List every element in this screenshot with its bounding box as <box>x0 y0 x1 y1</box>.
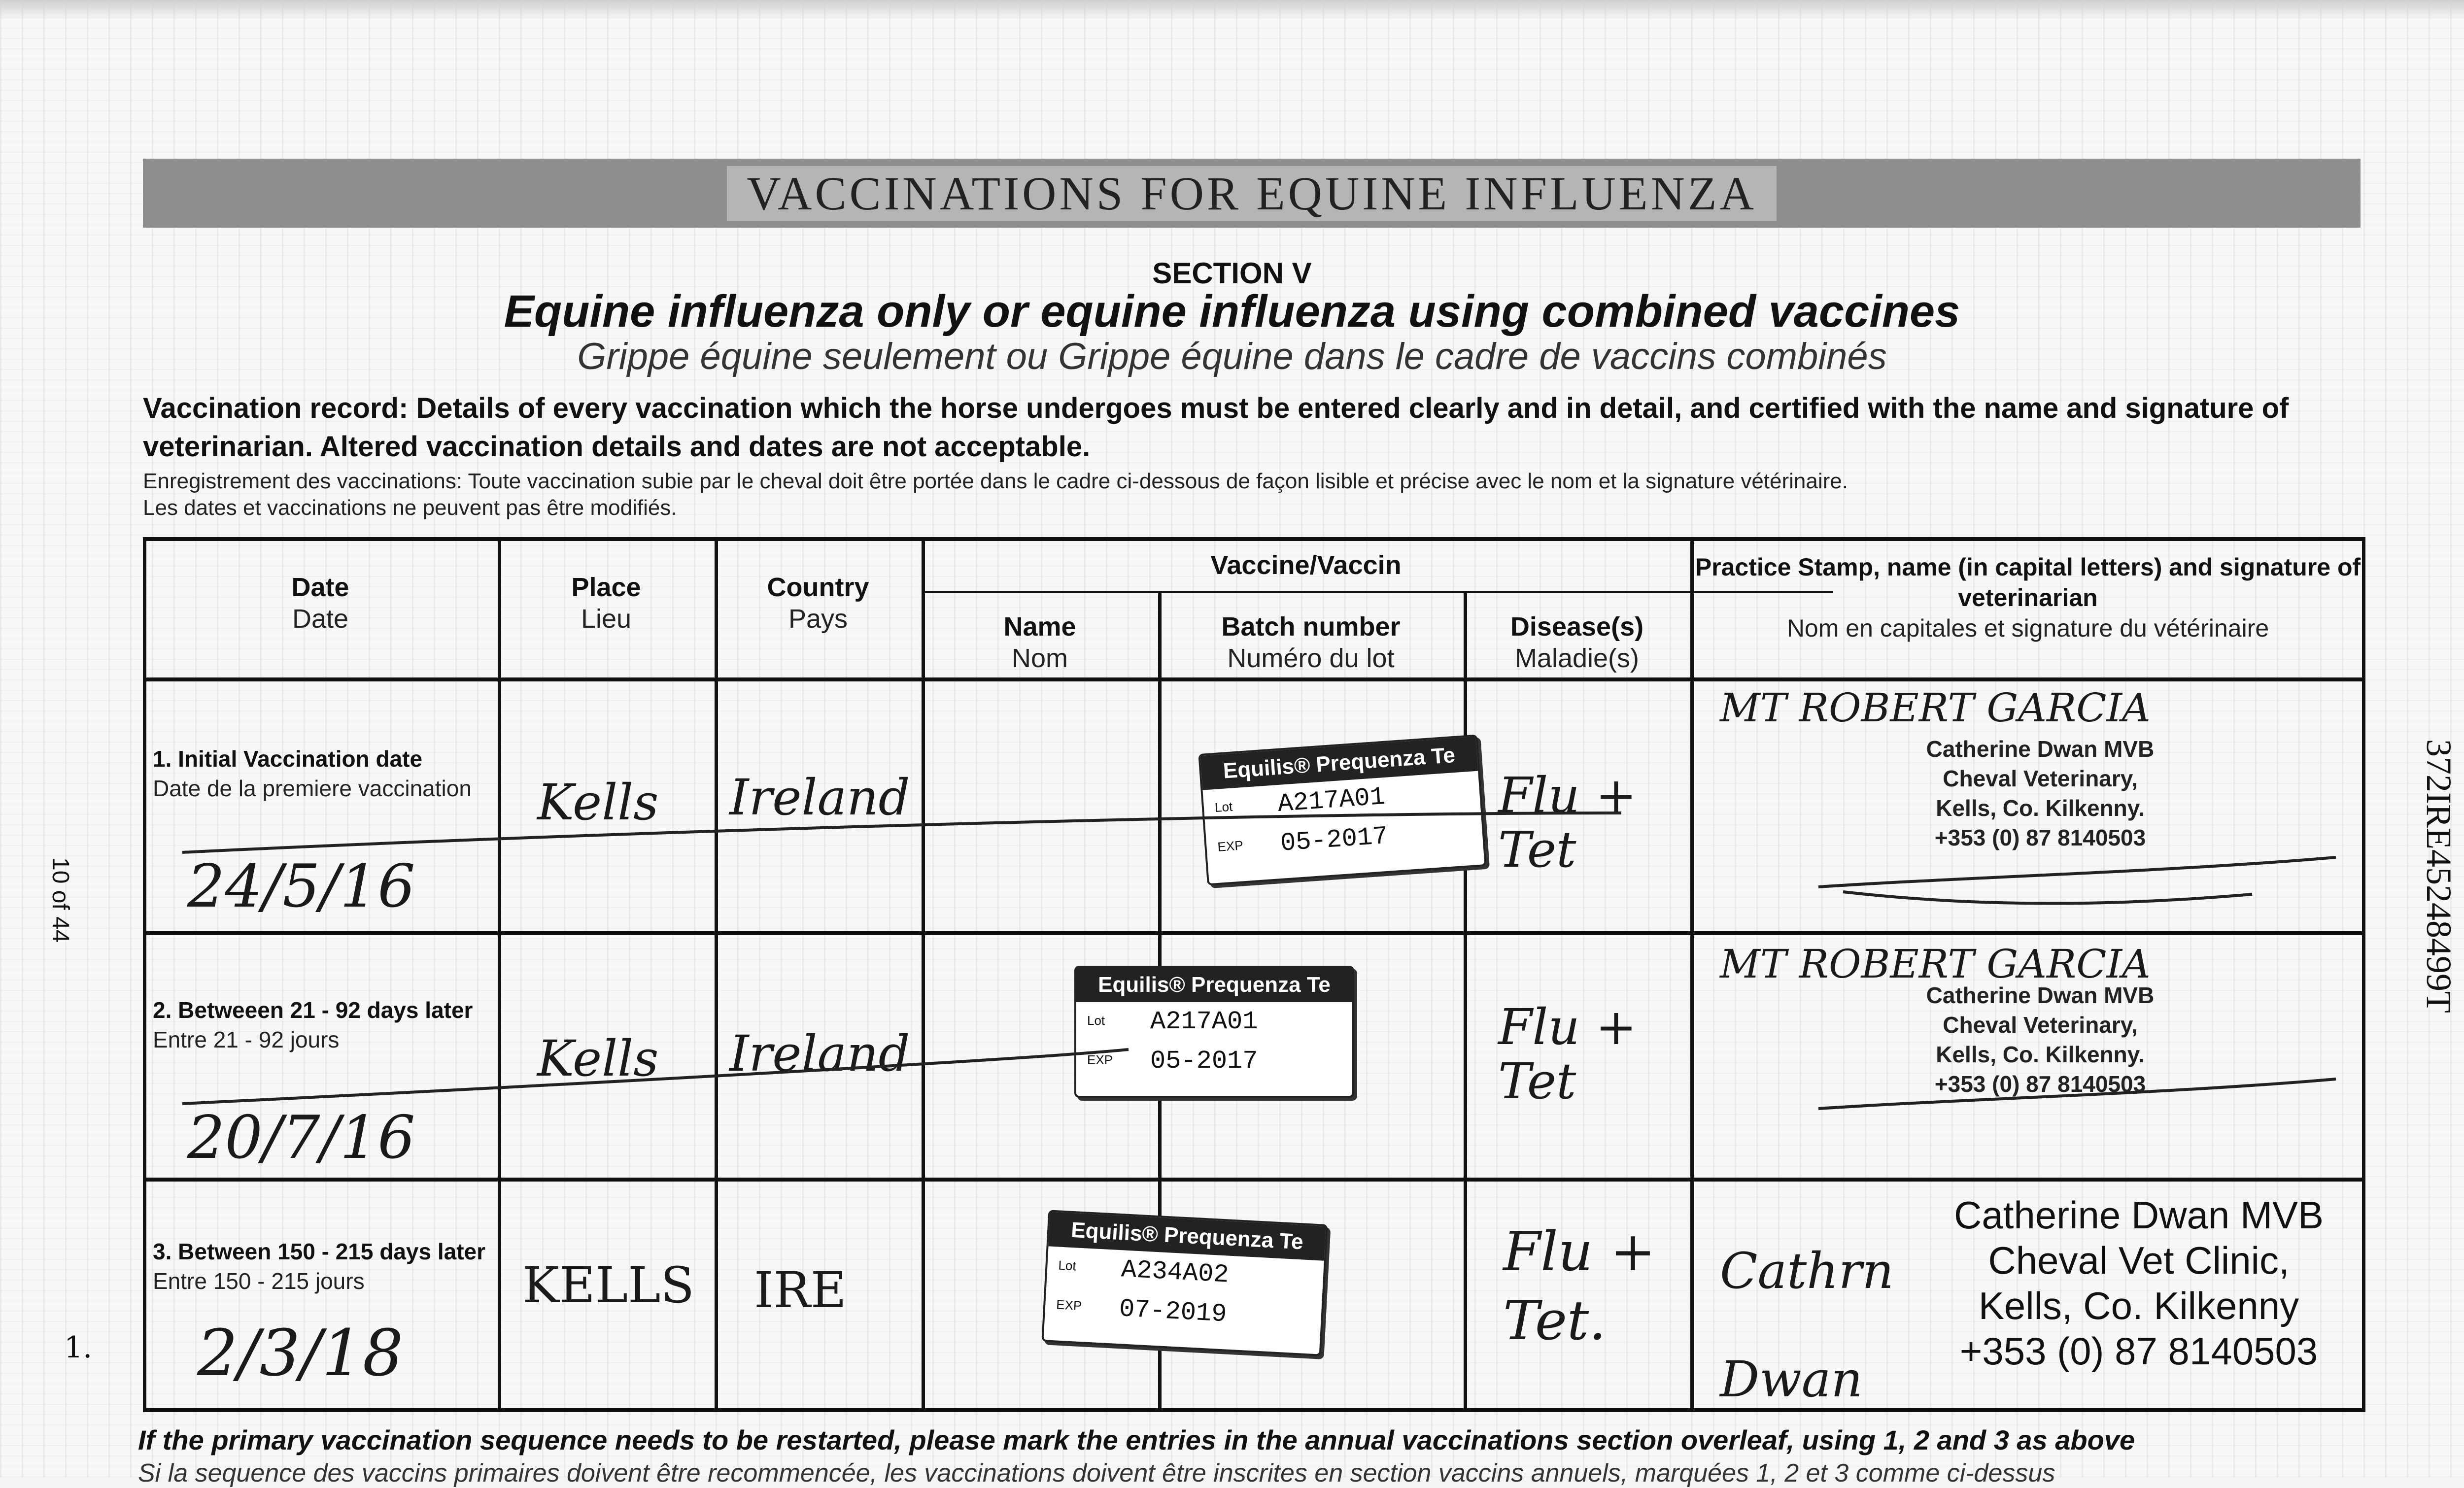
header-name-fr: Nom <box>1011 643 1068 673</box>
row-1-lot-tag: Lot <box>1214 799 1233 815</box>
row-1-exp-tag: EXP <box>1217 838 1244 854</box>
row-2-lot-number: A217A01 <box>1150 1007 1258 1036</box>
header-batch-fr: Numéro du lot <box>1227 643 1395 673</box>
header-stamp-en: Practice Stamp, name (in capital letters) and signature of veterinarian <box>1695 553 2361 611</box>
page-marker: 10 of 44 <box>47 857 73 943</box>
header-vaccine-label: Vaccine/Vaccin <box>1210 550 1402 580</box>
row-2-exp-tag: EXP <box>1087 1052 1113 1067</box>
header-country-en: Country <box>767 573 869 602</box>
header-disease-fr: Maladie(s) <box>1514 643 1640 673</box>
footer-instruction: If the primary vaccination sequence needs to be restarted, please mark the entries in the annual vaccinations section overleaf, using 1, 2 and 3 as above <box>138 1424 2135 1455</box>
row-2-stamp-name: Catherine Dwan MVB <box>1926 982 2155 1008</box>
row-3-country: IRE <box>754 1261 847 1319</box>
header-place-fr: Lieu <box>581 604 632 634</box>
row-1-sticker-title: Equilis® Prequenza Te <box>1200 737 1478 790</box>
row-3-label-en: 3. Between 150 - 215 days later <box>153 1239 486 1264</box>
row-3-label <box>153 1237 498 1296</box>
header-date-en: Date <box>291 573 349 602</box>
row-2-vet-initials: MT ROBERT GARCIA <box>1720 941 2151 987</box>
instructions-french-line-1: Enregistrement des vaccinations: Toute vaccination subie par le cheval doit être portée dans le cadre ci-dessous de façon lisible et précise avec le nom et la signature vétérinaire. <box>143 469 1848 493</box>
header-place-en: Place <box>571 573 641 602</box>
row-1-stamp-phone: +353 (0) 87 8140503 <box>1934 825 2146 850</box>
vaccination-record-instructions: Vaccination record: Details of every vaccination which the horse undergoes must be entered clearly and in detail, and certified with the name and signature of veterinarian. Altered vaccination details and dates are not acceptable. <box>143 392 2289 463</box>
row-3-practice-stamp <box>1917 1192 2361 1374</box>
row-1-lot-number: A217A01 <box>1276 782 1386 819</box>
row-1-expiry: 05-2017 <box>1279 821 1389 858</box>
row-2-stamp-town: Kells, Co. Kilkenny. <box>1936 1042 2145 1067</box>
row-3-lot-tag: Lot <box>1058 1257 1077 1274</box>
header-name-en: Name <box>1003 612 1076 642</box>
row-1-stamp-town: Kells, Co. Kilkenny. <box>1936 795 2145 821</box>
row-3-date: 2/3/18 <box>197 1316 404 1390</box>
row-3-stamp-name: Catherine Dwan MVB <box>1954 1193 2324 1237</box>
row-2-expiry: 05-2017 <box>1150 1047 1258 1076</box>
row-1-stamp-name: Catherine Dwan MVB <box>1926 736 2155 762</box>
row-1-stamp-clinic: Cheval Veterinary, <box>1943 766 2138 791</box>
row-1-country: Ireland <box>729 769 910 826</box>
row-2-stamp-phone: +353 (0) 87 8140503 <box>1934 1071 2146 1097</box>
row-3-stamp-clinic: Cheval Vet Clinic, <box>1988 1239 2290 1282</box>
section-number: SECTION V <box>1152 257 1312 290</box>
header-batch-en: Batch number <box>1221 612 1401 642</box>
row-3-label-fr: Entre 150 - 215 jours <box>153 1268 365 1294</box>
row-3-expiry: 07-2019 <box>1118 1294 1228 1329</box>
header-stamp-fr: Nom en capitales et signature du vétérinaire <box>1786 614 2269 642</box>
row-3-exp-tag: EXP <box>1056 1297 1083 1314</box>
row-2-lot-tag: Lot <box>1087 1013 1105 1028</box>
banner-title: VACCINATIONS FOR EQUINE INFLUENZA <box>727 166 1777 221</box>
row-3-sticker-title: Equilis® Prequenza Te <box>1049 1212 1326 1261</box>
row-3-batch-sticker <box>1041 1210 1328 1356</box>
footer-instruction-french: Si la sequence des vaccins primaires doivent être recommencée, les vaccinations doivent être inscrites en section vaccins annuels, marquées 1, 2 et 3 comme ci-dessus <box>138 1459 2055 1488</box>
header-country-fr: Pays <box>788 604 848 634</box>
instructions-french-line-2: Les dates et vaccinations ne peuvent pas être modifiés. <box>143 496 677 520</box>
document-id: 372IRE45248499T <box>2419 739 2459 1013</box>
row-2-stamp-clinic: Cheval Veterinary, <box>1943 1012 2138 1038</box>
row-1-label-en: 1. Initial Vaccination date <box>153 746 423 772</box>
row-2-date: 20/7/16 <box>187 1104 415 1172</box>
row-1-vet-initials: MT ROBERT GARCIA <box>1720 685 2151 731</box>
header-disease-en: Disease(s) <box>1510 612 1644 642</box>
row-2-place: Kells <box>537 1030 659 1087</box>
row-1-date: 24/5/16 <box>187 852 415 921</box>
row-1-place: Kells <box>537 774 659 831</box>
row-2-disease: Flu + Tet <box>1498 998 1637 1110</box>
row-2-stamp-strike <box>1818 1079 2336 1109</box>
row-1-disease: Flu + Tet <box>1498 767 1637 879</box>
row-3-lot-number: A234A02 <box>1120 1255 1230 1290</box>
row-3-place: KELLS <box>522 1256 695 1314</box>
row-2-strike-line <box>182 1049 1129 1104</box>
row-3-disease: Flu + Tet. <box>1503 1220 1656 1352</box>
vaccination-record-instructions-french <box>143 468 2370 521</box>
scan-edge-shadow <box>0 0 2464 20</box>
row-3-signature: Cathrn Dwan <box>1720 1242 1894 1408</box>
margin-mark: 1. <box>64 1330 93 1365</box>
row-3-stamp-phone: +353 (0) 87 8140503 <box>1959 1329 2318 1373</box>
row-2-country: Ireland <box>729 1025 910 1082</box>
row-2-label-fr: Entre 21 - 92 jours <box>153 1027 340 1052</box>
row-2-sticker-title: Equilis® Prequenza Te <box>1076 968 1352 1002</box>
section-banner <box>143 159 2361 228</box>
header-date-fr: Date <box>292 604 349 634</box>
vaccination-table <box>143 537 2365 1409</box>
page-title: Equine influenza only or equine influenza using combined vaccines <box>504 286 1960 337</box>
row-1-label-fr: Date de la premiere vaccination <box>153 776 472 801</box>
page-title-french: Grippe équine seulement ou Grippe équine dans le cadre de vaccins combinés <box>577 336 1887 377</box>
row-3-stamp-town: Kells, Co. Kilkenny <box>1978 1284 2299 1327</box>
row-2-label-en: 2. Betweeen 21 - 92 days later <box>153 997 473 1023</box>
